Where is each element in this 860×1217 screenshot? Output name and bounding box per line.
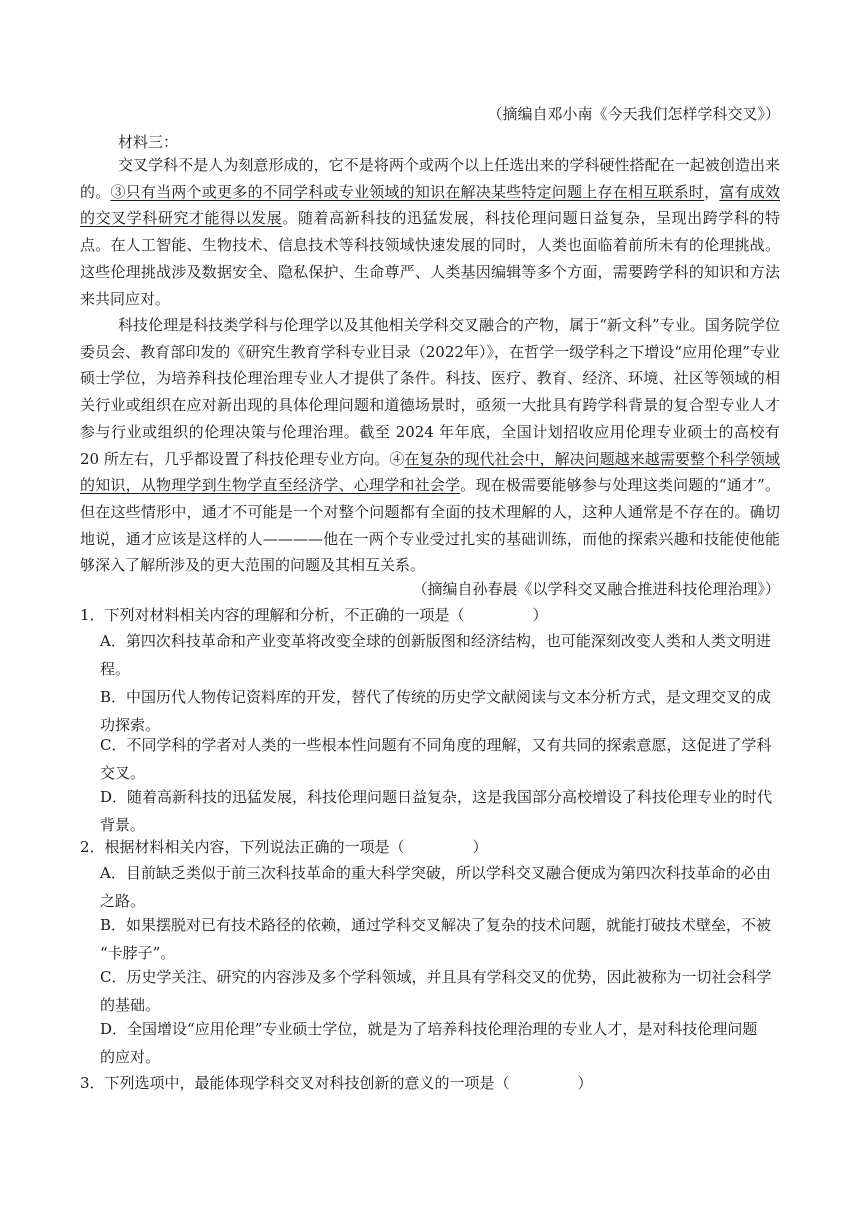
question-stem: 2．根据材料相关内容，下列说法正确的一项是（ [80,838,405,856]
question-1-option-c [100,731,780,787]
question-1-option-d [100,783,780,839]
option-text-cont: 交叉。 [100,764,146,782]
option-text-cont: 的应对。 [100,1048,161,1066]
paragraph-text: 科技伦理是科技类学科与伦理学以及其他相关学科交叉融合的产物，属于“新文科”专业。国务院学位委员会、教育部印发的《研究生教育学科专业目录（2022年）》，在哲学一级学科之下增设“应用伦理”专业硕士学位，为培养科技伦理治理专业人才提供了条件。科技、医疗、教育、经济、环境、社区等领域的相关行业或组织在应对新出现的具体伦理问题和道德场景时，亟须一大批具有跨学科背景的复合型专业人才参与行业或组织的伦理决策与伦理治理。截至 2024 年年底，全国计划招收应用伦理专业硕士的高校有 20 所左右，几乎都设置了科技伦理专业方向。④ [80,316,780,468]
underlined-sentence: 在复杂的现代社会中，解决问题越来越需要整个科学领域的知识，从物理学到生物学直至经济学、心理学和社会学 [80,449,780,495]
option-text-cont: 的基础。 [100,996,161,1014]
question-2-option-a [100,859,780,915]
question-bracket: ） [532,606,548,624]
question-1-option-a [100,627,780,683]
source-citation-1: （摘编自邓小南《今天我们怎样学科交叉》） [487,105,780,123]
underlined-sentence: ③只有当两个或更多的不同学科或专业领域的知识在解决某些特定问题上存在相互联系时 [110,182,705,201]
underlined-sentence: 富有成效的交叉学科研究才能得以发展 [80,182,780,228]
question-2-option-d [100,1015,780,1071]
question-stem: 1．下列对材料相关内容的理解和分析，不正确的一项是（ [80,606,465,624]
option-text: B．如果摆脱对已有技术路径的依赖，通过学科交叉解决了复杂的技术问题，就能打破技术壁垒，不被 [100,916,772,934]
paragraph-text: ， [704,182,720,201]
question-bracket: ） [472,838,488,856]
question-3 [80,1069,780,1097]
paragraph-text: 交叉学科不是人为刻意形成的，它不是将两个或两个以上任选出来的学科硬性搭配在一起被创造出来的。 [80,156,780,201]
option-text: D．全国增设“应用伦理”专业硕士学位，就是为了培养科技伦理治理的专业人才，是对科技伦理问题 [100,1020,758,1038]
question-2-option-c [100,963,780,1019]
question-stem: 3．下列选项中，最能体现学科交叉对科技创新的意义的一项是（ [80,1074,510,1092]
material-heading: 材料三： [118,133,179,151]
option-text: D．随着高新科技的迅猛发展，科技伦理问题日益复杂，这是我国部分高校增设了科技伦理专业的时代 [100,788,773,806]
option-text-cont: 程。 [100,660,131,678]
material-paragraph-1 [80,152,780,312]
material-paragraph-2 [80,312,780,579]
question-bracket: ） [577,1074,593,1092]
option-text-cont: 背景。 [100,816,146,834]
option-text-cont: 之路。 [100,892,146,910]
question-1 [80,601,780,629]
option-text: B．中国历代人物传记资料库的开发，替代了传统的历史学文献阅读与文本分析方式，是文理交叉的成 [100,688,772,706]
question-2 [80,833,780,861]
question-2-option-b [100,911,780,967]
option-text-cont: 功探索。 [100,716,161,734]
source-citation-2: （摘编自孙春晨《以学科交叉融合推进科技伦理治理》） [412,580,780,598]
option-text-cont: “卡脖子”。 [100,944,176,962]
option-text: C．不同学科的学者对人类的一些根本性问题有不同角度的理解，又有共同的探索意愿，这促进了学科 [100,736,772,754]
option-text: A．第四次科技革命和产业变革将改变全球的创新版图和经济结构，也可能深刻改变人类和人类文明进 [100,632,771,650]
option-text: A．目前缺乏类似于前三次科技革命的重大科学突破，所以学科交叉融合便成为第四次科技革命的必由 [100,864,771,882]
option-text: C．历史学关注、研究的内容涉及多个学科领域，并且具有学科交叉的优势，因此被称为一切社会科学 [100,968,772,986]
paragraph-text: 。现在极需要能够参与处理这类问题的“通才”。但在这些情形中，通才不可能是一个对整个问题都有全面的技术理解的人，这种人通常是不存在的。确切地说，通才应该是这样的人————他在一两个专业受过扎实的基础训练，而他的探索兴趣和技能使他能够深入了解所涉及的更大范围的问题及其相互关系。 [80,476,780,575]
paragraph-text: 。随着高新科技的迅猛发展，科技伦理问题日益复杂，呈现出跨学科的特点。在人工智能、生物技术、信息技术等科技领域快速发展的同时，人类也面临着前所未有的伦理挑战。这些伦理挑战涉及数据安全、隐私保护、生命尊严、人类基因编辑等多个方面，需要跨学科的知识和方法来共同应对。 [80,209,780,308]
